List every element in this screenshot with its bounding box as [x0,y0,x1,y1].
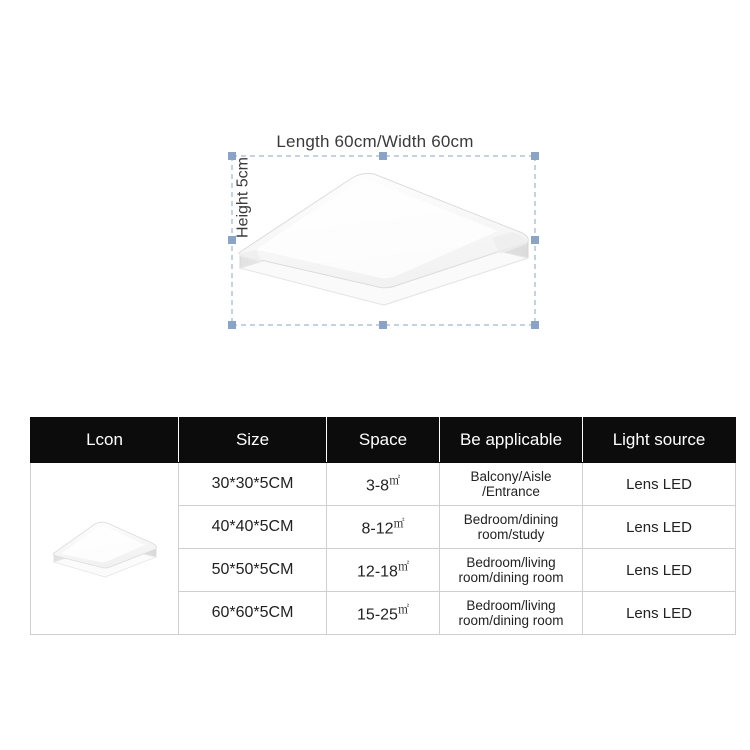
cell-size: 30*30*5CM [179,463,327,506]
square-ceiling-lamp-icon [40,509,170,589]
ceiling-lamp-illustration [239,174,528,306]
space-value: 12-18 [357,563,398,581]
space-value: 3-8 [365,477,390,495]
height-label: Height 5cm [234,157,252,238]
applicable-line-1: Bedroom/living [466,598,556,613]
applicable-line-1: Bedroom/dining [463,512,559,527]
cell-size: 40*40*5CM [179,506,327,549]
header-size: Size [179,418,327,463]
space-value: 15-25 [357,606,398,624]
length-width-label: Length 60cm/Width 60cm [276,132,474,151]
cell-space [327,549,440,592]
applicable-line-1: Bedroom/living [466,555,556,570]
space-unit: ㎡ [397,561,409,574]
space-unit: ㎡ [393,518,405,531]
applicable-line-2: room/study [477,527,545,542]
header-icon: Lcon [31,418,179,463]
cell-space [327,592,440,635]
cell-light-source: Lens LED [583,463,736,506]
cell-size: 50*50*5CM [179,549,327,592]
table-header-row [31,418,736,463]
spec-table-wrapper [30,417,720,635]
product-icon-cell [31,463,179,635]
cell-applicable [440,549,583,592]
cell-applicable [440,463,583,506]
cell-light-source: Lens LED [583,549,736,592]
cell-applicable [440,506,583,549]
header-space: Space [327,418,440,463]
cell-light-source: Lens LED [583,592,736,635]
spec-table-head [31,418,736,463]
header-light-source: Light source [583,418,736,463]
cell-applicable [440,592,583,635]
header-be-applicable: Be applicable [440,418,583,463]
cell-light-source: Lens LED [583,506,736,549]
applicable-line-2: room/dining room [458,570,564,585]
cell-size: 60*60*5CM [179,592,327,635]
space-value: 8-12 [361,520,394,538]
spec-table-body [31,463,736,635]
applicable-line-1: Balcony/Aisle [470,469,552,484]
applicable-line-2: /Entrance [482,484,540,499]
space-unit: ㎡ [397,604,409,617]
space-unit: ㎡ [389,475,401,488]
applicable-line-2: room/dining room [458,613,564,628]
cell-space [327,506,440,549]
table-row [31,463,736,506]
spec-table [30,417,736,635]
cell-space [327,463,440,506]
